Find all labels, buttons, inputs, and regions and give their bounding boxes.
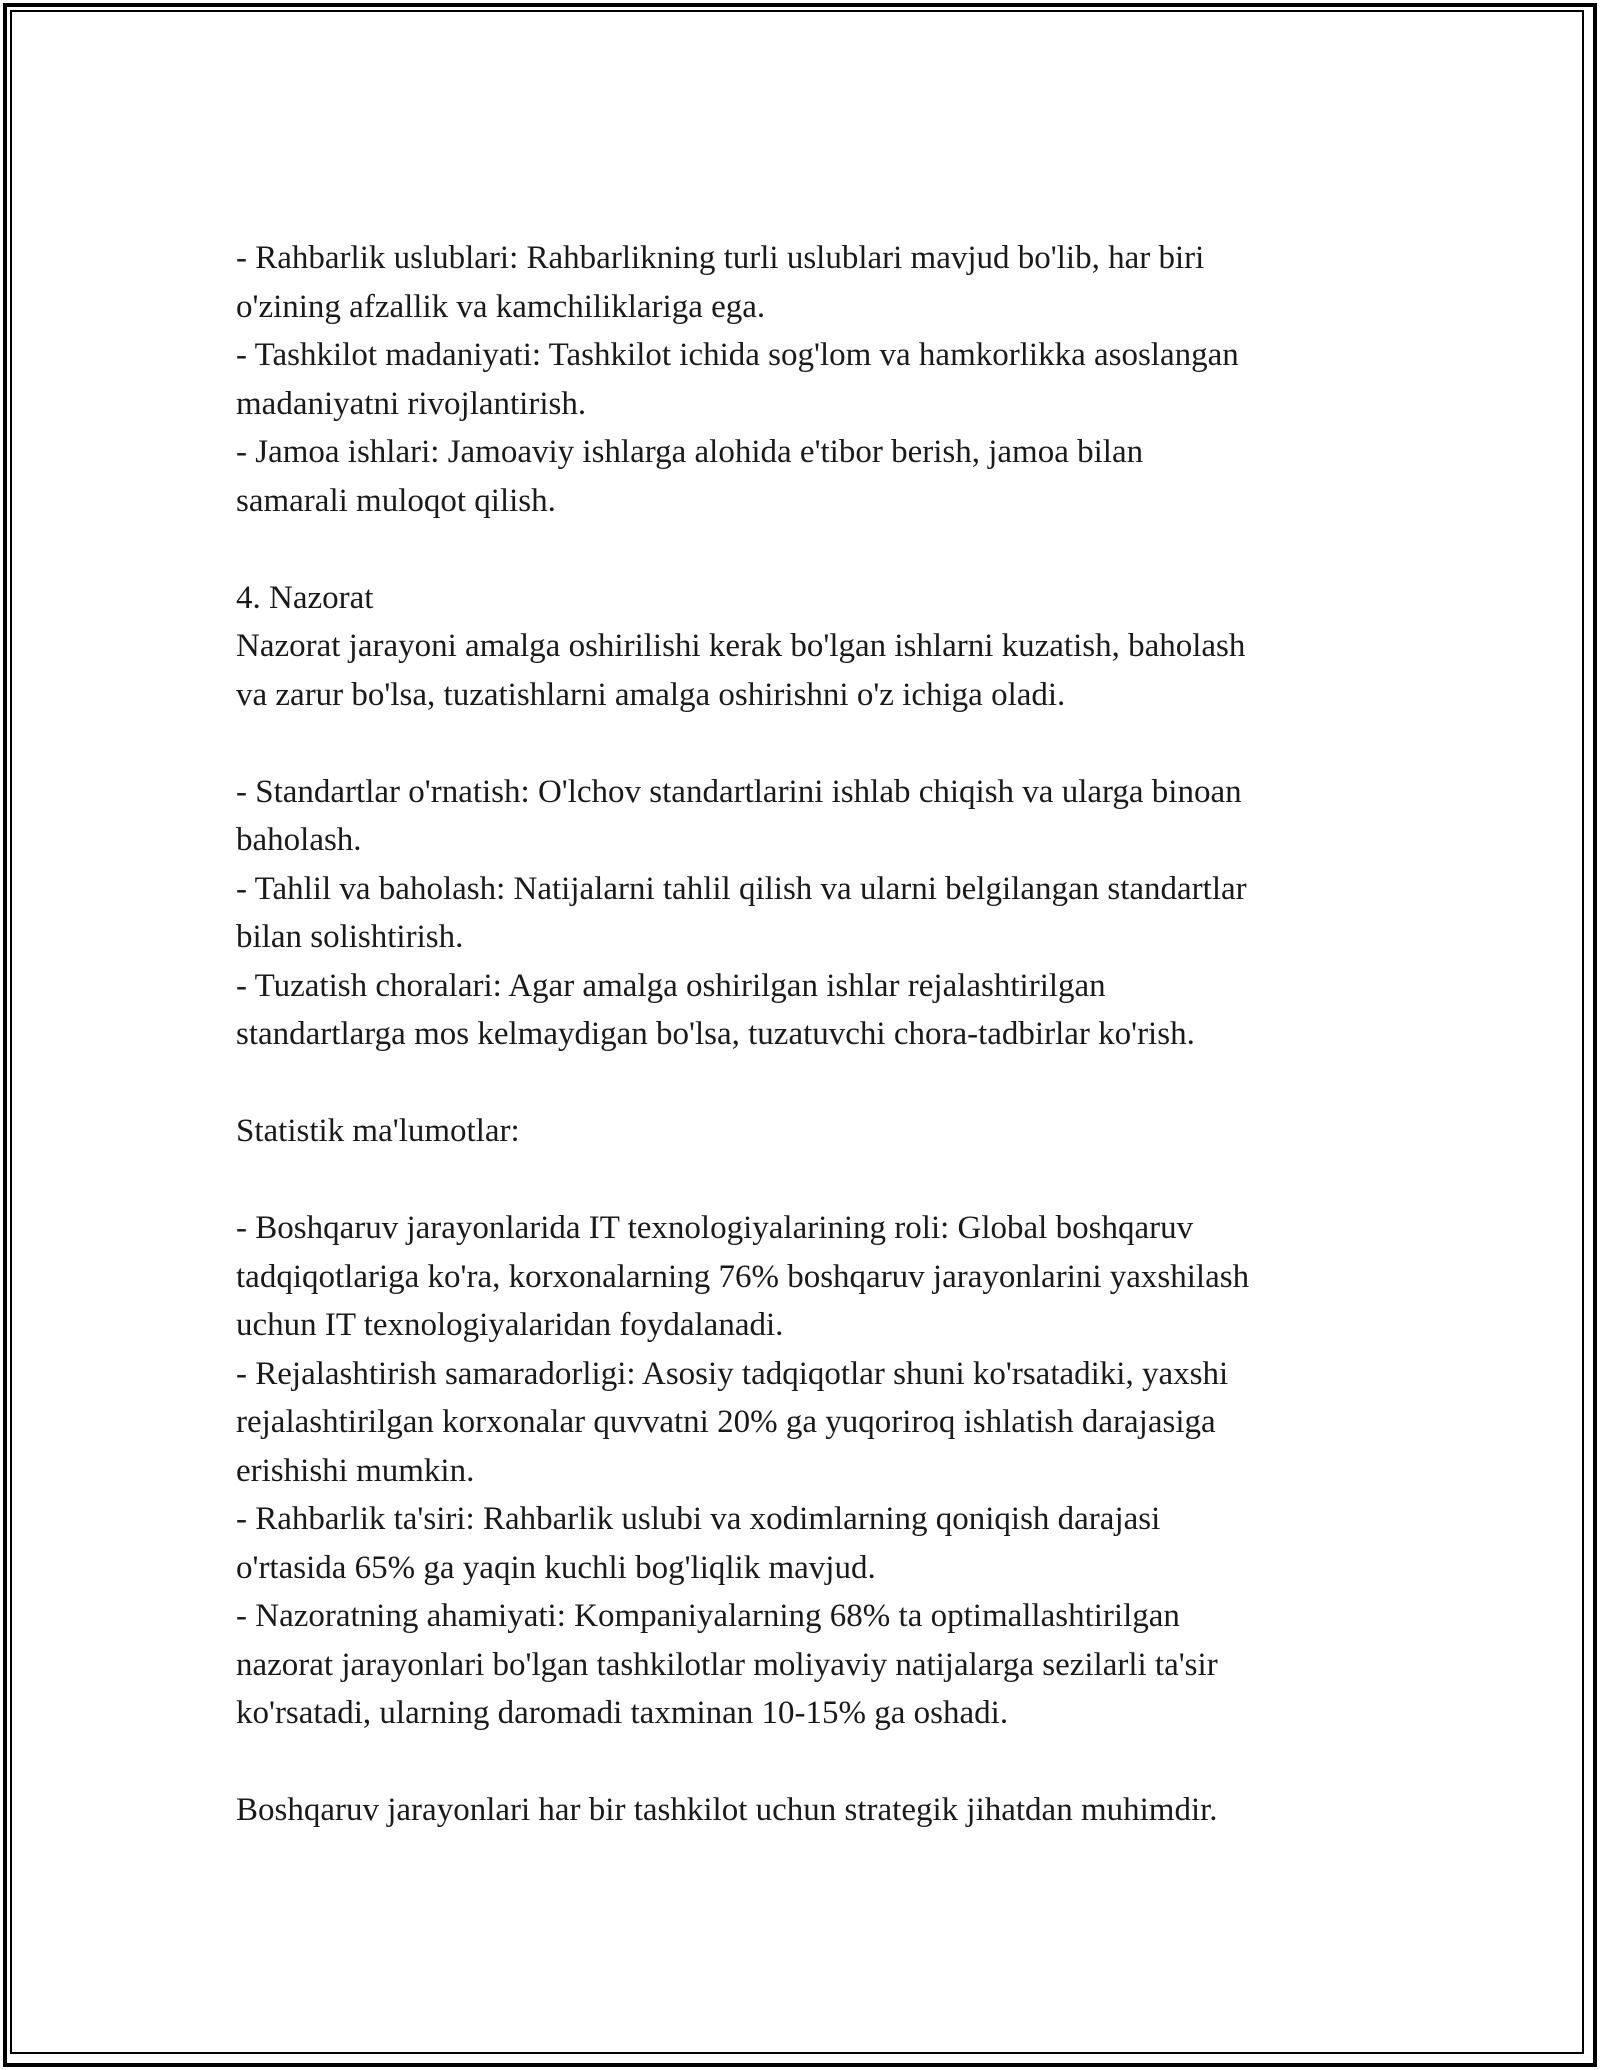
paragraph-gap bbox=[236, 1738, 1396, 1787]
text-line: o'rtasida 65% ga yaqin kuchli bog'liqlik mavjud. bbox=[236, 1549, 876, 1586]
text-line: erishishi mumkin. bbox=[236, 1452, 475, 1489]
document-body bbox=[236, 234, 1396, 1835]
text-line: - Rahbarlik ta'siri: Rahbarlik uslubi va xodimlarning qoniqish darajasi bbox=[236, 1501, 1161, 1537]
text-line: bilan solishtirish. bbox=[236, 919, 464, 955]
text-line: rejalashtirilgan korxonalar quvvatni 20% ga yuqoriroq ishlatish darajasiga bbox=[236, 1404, 1216, 1440]
text-line: - Nazoratning ahamiyati: Kompaniyalarning 68% ta optimallashtirilgan bbox=[236, 1598, 1180, 1634]
text-line: tadqiqotlariga ko'ra, korxonalarning 76% boshqaruv jarayonlarini yaxshilash bbox=[236, 1258, 1250, 1295]
leadership-list bbox=[236, 234, 1396, 525]
text-line: - Rahbarlik uslublari: Rahbarlikning turli uslublari mavjud bo'lib, har biri bbox=[236, 240, 1205, 276]
text-line: uchun IT texnologiyalaridan foydalanadi. bbox=[236, 1307, 784, 1343]
control-list bbox=[236, 768, 1396, 1059]
control-intro-paragraph bbox=[236, 622, 1396, 719]
paragraph-gap bbox=[236, 525, 1396, 574]
text-line: nazorat jarayonlari bo'lgan tashkilotlar moliyaviy natijalarga sezilarli ta'sir bbox=[236, 1646, 1218, 1683]
text-line: - Tashkilot madaniyati: Tashkilot ichida sog'lom va hamkorlikka asoslangan bbox=[236, 337, 1239, 373]
text-line: Nazorat jarayoni amalga oshirilishi kerak bo'lgan ishlarni kuzatish, baholash bbox=[236, 628, 1246, 664]
text-line: standartlarga mos kelmaydigan bo'lsa, tuzatuvchi chora-tadbirlar ko'rish. bbox=[236, 1016, 1195, 1052]
text-line: baholash. bbox=[236, 822, 362, 858]
statistics-heading: Statistik ma'lumotlar: bbox=[236, 1113, 520, 1149]
text-line: ko'rsatadi, ularning daromadi taxminan 10-15% ga oshadi. bbox=[236, 1695, 1009, 1731]
paragraph-gap bbox=[236, 1059, 1396, 1108]
text-line: - Boshqaruv jarayonlarida IT texnologiyalarining roli: Global boshqaruv bbox=[236, 1210, 1194, 1246]
text-line: - Tahlil va baholash: Natijalarni tahlil qilish va ularni belgilangan standartlar bbox=[236, 870, 1247, 907]
text-line: va zarur bo'lsa, tuzatishlarni amalga oshirishni o'z ichiga oladi. bbox=[236, 676, 1066, 713]
text-line: samarali muloqot qilish. bbox=[236, 482, 556, 519]
section-heading: 4. Nazorat bbox=[236, 579, 374, 616]
conclusion-paragraph: Boshqaruv jarayonlari har bir tashkilot uchun strategik jihatdan muhimdir. bbox=[236, 1792, 1218, 1828]
text-line: - Rejalashtirish samaradorligi: Asosiy tadqiqotlar shuni ko'rsatadiki, yaxshi bbox=[236, 1355, 1229, 1392]
statistics-list bbox=[236, 1204, 1396, 1738]
text-line: - Jamoa ishlari: Jamoaviy ishlarga alohida e'tibor berish, jamoa bilan bbox=[236, 434, 1144, 470]
text-line: o'zining afzallik va kamchiliklariga ega. bbox=[236, 288, 766, 325]
text-line: - Standartlar o'rnatish: O'lchov standartlarini ishlab chiqish va ularga binoan bbox=[236, 773, 1242, 810]
text-line: madaniyatni rivojlantirish. bbox=[236, 385, 587, 422]
paragraph-gap bbox=[236, 1156, 1396, 1205]
text-line: - Tuzatish choralari: Agar amalga oshirilgan ishlar rejalashtirilgan bbox=[236, 967, 1106, 1004]
paragraph-gap bbox=[236, 719, 1396, 768]
